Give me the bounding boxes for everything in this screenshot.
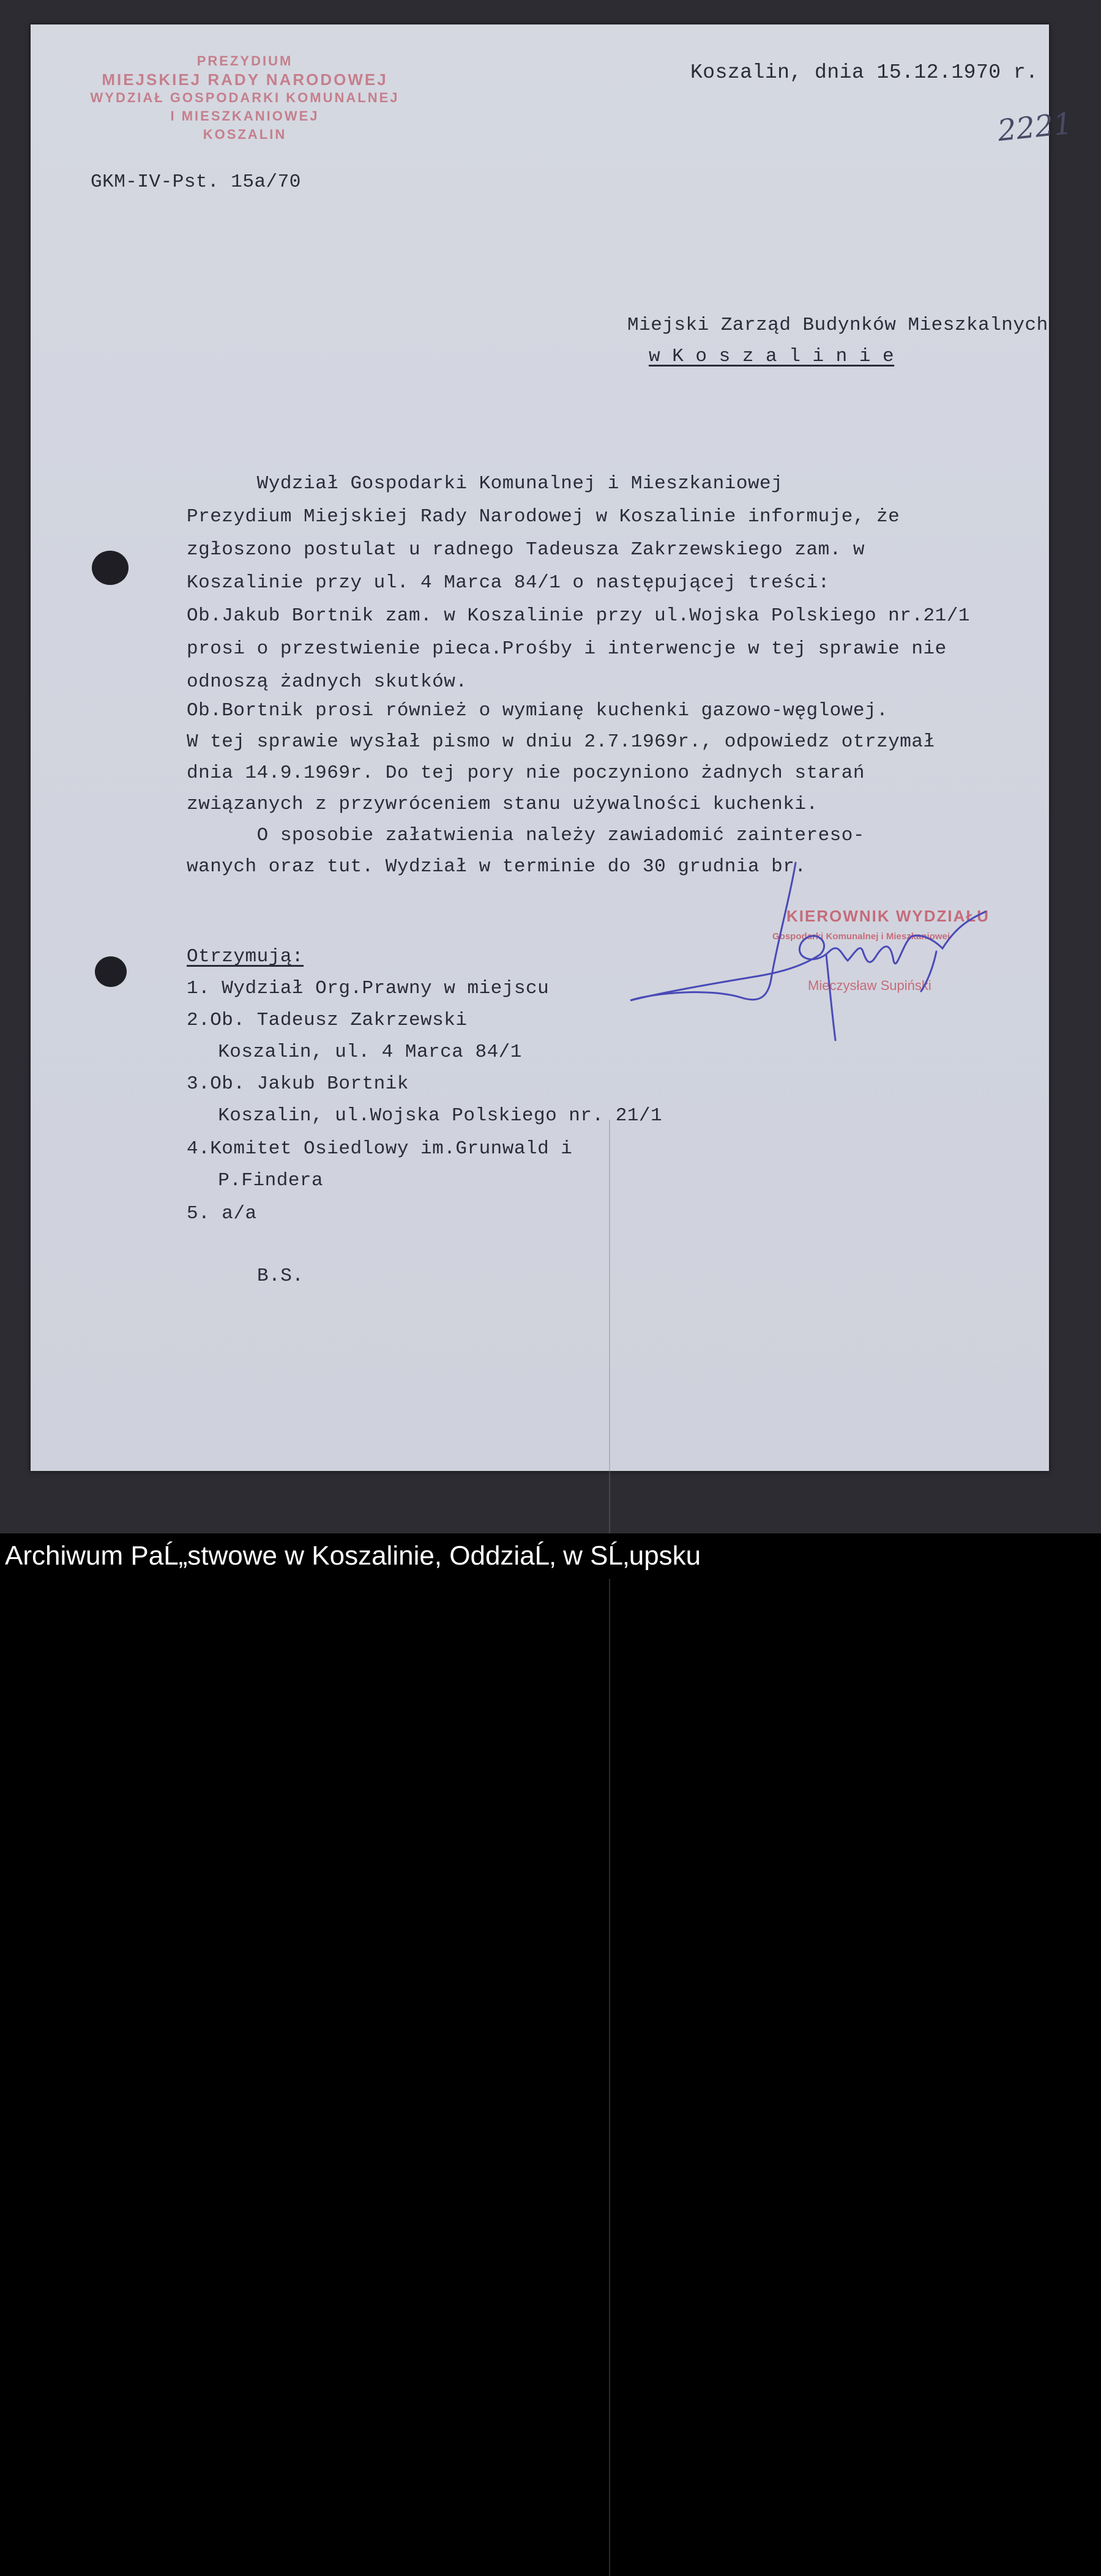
body-line: wanych oraz tut. Wydział w terminie do 30 grudnia br. (187, 856, 807, 877)
body-line: odnoszą żadnych skutków. (187, 671, 468, 693)
body-line: dnia 14.9.1969r. Do tej pory nie poczyniono żadnych starań (187, 762, 865, 784)
body-line: Prezydium Miejskiej Rady Narodowej w Koszalinie informuje, że (187, 506, 900, 527)
stamp-line: PREZYDIUM (196, 53, 293, 69)
recipients-heading: Otrzymują: (187, 946, 304, 967)
recipient-line: P.Findera (195, 1170, 324, 1191)
stamp-line: WYDZIAŁ GOSPODARKI KOMUNALNEJ (90, 90, 400, 105)
typist-initials: B.S. (257, 1265, 304, 1287)
body-line: O sposobie załatwienia należy zawiadomić zaintereso- (187, 825, 865, 846)
office-stamp (86, 52, 404, 165)
ink-blot (95, 956, 127, 987)
place-and-date: Koszalin, dnia 15.12.1970 r. (690, 61, 1039, 84)
body-line: związanych z przywróceniem stanu używalności kuchenki. (187, 794, 818, 815)
recipient-line: 3.Ob. Jakub Bortnik (187, 1073, 409, 1095)
body-line: Wydział Gospodarki Komunalnej i Mieszkaniowej (187, 473, 783, 494)
archive-caption: Archiwum PaĹ„stwowe w Koszalinie, OddziaĹ‚ w SĹ‚upsku (0, 1533, 1101, 1579)
recipient-line: Koszalin, ul. 4 Marca 84/1 (195, 1041, 522, 1063)
body-line: zgłoszono postulat u radnego Tadeusza Zakrzewskiego zam. w (187, 539, 865, 560)
body-line: prosi o przestwienie pieca.Prośby i interwencje w tej sprawie nie (187, 638, 947, 660)
body-line: Ob.Bortnik prosi również o wymianę kuchenki gazowo-węglowej. (187, 700, 889, 721)
addressee-line-1: Miejski Zarząd Budynków Mieszkalnych (627, 315, 1048, 336)
body-line: Koszalinie przy ul. 4 Marca 84/1 o następującej treści: (187, 572, 830, 594)
recipient-line: 1. Wydział Org.Prawny w miejscu (187, 978, 550, 999)
signature-stamp-subtitle: Gospodarki Komunalnej i Mieszkaniowej (772, 931, 950, 942)
signature-stamp-name: Mieczysław Supiński (808, 978, 931, 993)
reference-number: GKM-IV-Pst. 15a/70 (91, 171, 301, 193)
stamp-line: MIEJSKIEJ RADY NARODOWEJ (102, 70, 388, 89)
stamp-line: KOSZALIN (203, 127, 287, 142)
stamp-line: I MIESZKANIOWEJ (170, 108, 319, 124)
paper-fold (609, 1120, 610, 2576)
recipient-line: 2.Ob. Tadeusz Zakrzewski (187, 1010, 468, 1031)
recipient-line: 5. a/a (187, 1203, 257, 1224)
handwritten-number: 2221 (996, 106, 1074, 149)
signature-stamp-title: KIEROWNIK WYDZIAŁU (786, 907, 990, 925)
recipient-line: Koszalin, ul.Wojska Polskiego nr. 21/1 (195, 1105, 663, 1126)
recipient-line: 4.Komitet Osiedlowy im.Grunwald i (187, 1138, 573, 1160)
handwritten-signature (618, 851, 1010, 1052)
body-line: Ob.Jakub Bortnik zam. w Koszalinie przy ul.Wojska Polskiego nr.21/1 (187, 605, 970, 627)
ink-blot (92, 551, 129, 585)
body-line: W tej sprawie wysłał pismo w dniu 2.7.1969r., odpowiedz otrzymał (187, 731, 935, 753)
addressee-line-2: w K o s z a l i n i e (649, 346, 895, 367)
